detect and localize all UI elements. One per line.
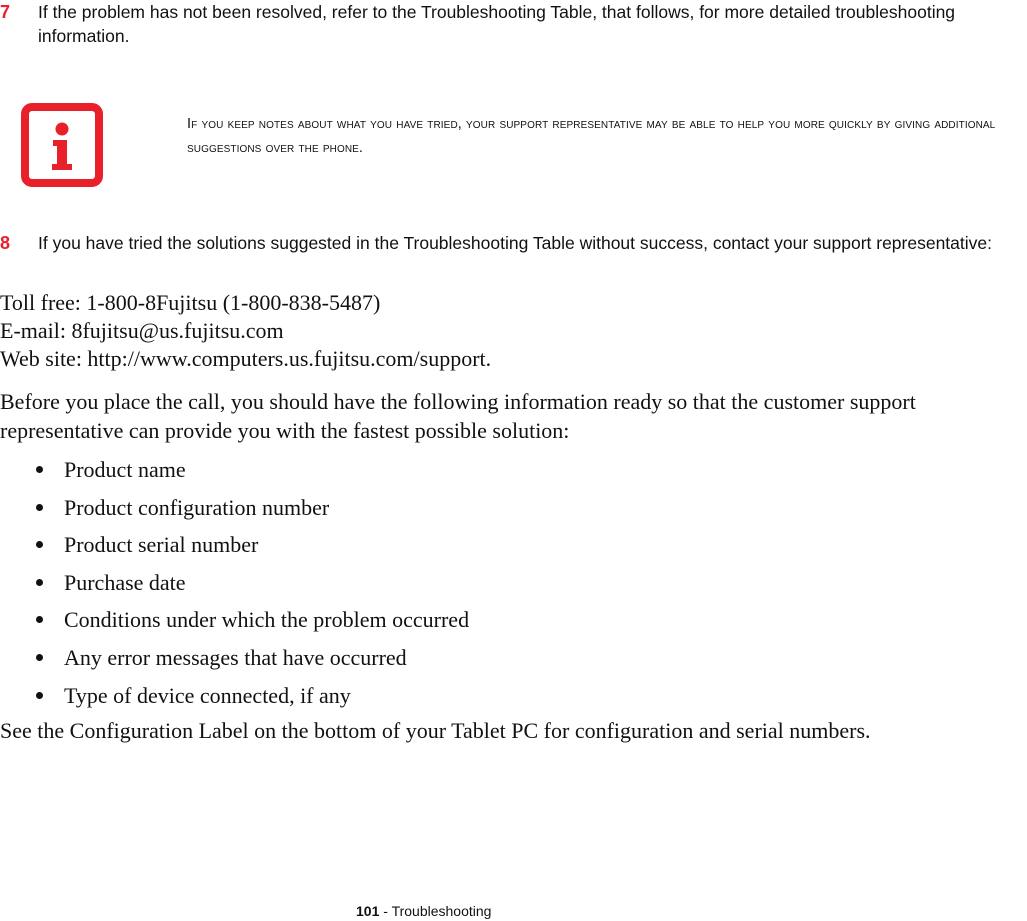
step-number: 7 bbox=[0, 2, 11, 22]
bullet-icon bbox=[36, 504, 43, 511]
footer-separator: - bbox=[379, 903, 392, 919]
page-footer bbox=[356, 902, 491, 920]
list-item: Conditions under which the problem occurred bbox=[0, 605, 469, 643]
step-number: 8 bbox=[0, 233, 11, 253]
section-name: Troubleshooting bbox=[391, 903, 492, 919]
list-item: Product configuration number bbox=[0, 493, 469, 531]
bullet-icon bbox=[36, 616, 43, 623]
closing-paragraph: See the Configuration Label on the bottom of your Tablet PC for configuration and serial numbers. bbox=[0, 718, 871, 743]
step-text: If the problem has not been resolved, refer to the Troubleshooting Table, that follows, for more detailed troubleshooting information. bbox=[38, 2, 956, 46]
list-item: Product name bbox=[0, 455, 469, 493]
note-text: If you keep notes about what you have tried, your support representative may be able to help you more quickly by giving additional suggestions over the phone. bbox=[187, 116, 996, 156]
list-item: Purchase date bbox=[0, 568, 469, 606]
bullet-icon bbox=[36, 579, 43, 586]
step-8 bbox=[0, 231, 1027, 279]
website-line: Web site: http://www.computers.us.fujitsu.com/support. bbox=[0, 346, 492, 371]
bullet-icon bbox=[36, 692, 43, 699]
bullet-icon bbox=[36, 466, 43, 473]
info-checklist bbox=[0, 455, 469, 718]
email-line: E-mail: 8fujitsu@us.fujitsu.com bbox=[0, 318, 284, 343]
info-icon bbox=[20, 102, 104, 188]
list-item: Any error messages that have occurred bbox=[0, 643, 469, 681]
list-item: Type of device connected, if any bbox=[0, 681, 469, 719]
contact-info bbox=[0, 289, 491, 373]
step-text: If you have tried the solutions suggested in the Troubleshooting Table without success, contact your support representative: bbox=[38, 233, 992, 253]
page-number: 101 bbox=[356, 903, 380, 919]
step-7 bbox=[0, 0, 1027, 48]
intro-paragraph: Before you place the call, you should have the following information ready so that the customer support representative can provide you with the fastest possible solution: bbox=[0, 389, 916, 443]
toll-free-line: Toll free: 1-800-8Fujitsu (1-800-838-5487) bbox=[0, 290, 381, 315]
bullet-icon bbox=[36, 541, 43, 548]
bullet-icon bbox=[36, 654, 43, 661]
list-item: Product serial number bbox=[0, 530, 469, 568]
